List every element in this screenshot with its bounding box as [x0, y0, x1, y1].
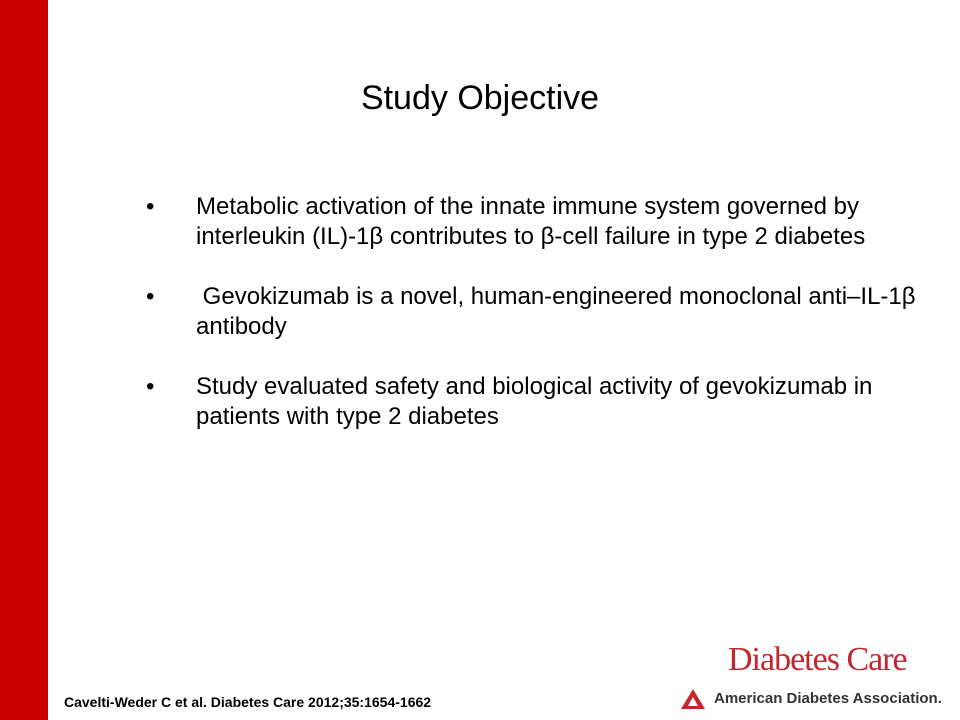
ada-logo	[680, 688, 942, 710]
bullet-marker: •	[146, 373, 155, 400]
bullet-text: Metabolic activation of the innate immune system governed by interleukin (IL)-1β contributes to β-cell failure in type 2 diabetes	[196, 193, 866, 250]
bullet-text: Gevokizumab is a novel, human-engineered monoclonal anti–IL-1β antibody	[196, 283, 923, 340]
bullet-list	[146, 192, 923, 462]
bullet-item	[146, 282, 923, 342]
ada-a-icon	[680, 688, 706, 710]
citation: Cavelti-Weder C et al. Diabetes Care 2012;35:1654-1662	[64, 694, 432, 710]
slide-title: Study Objective	[360, 79, 600, 117]
bullet-text: Study evaluated safety and biological activity of gevokizumab in patients with type 2 diabetes	[196, 373, 873, 430]
bullet-item	[146, 192, 916, 252]
association-name: American Diabetes Association.	[714, 690, 942, 707]
bullet-marker: •	[146, 193, 155, 220]
bullet-item	[146, 372, 916, 432]
journal-logo: Diabetes Care	[728, 641, 907, 678]
bullet-marker: •	[146, 283, 155, 310]
